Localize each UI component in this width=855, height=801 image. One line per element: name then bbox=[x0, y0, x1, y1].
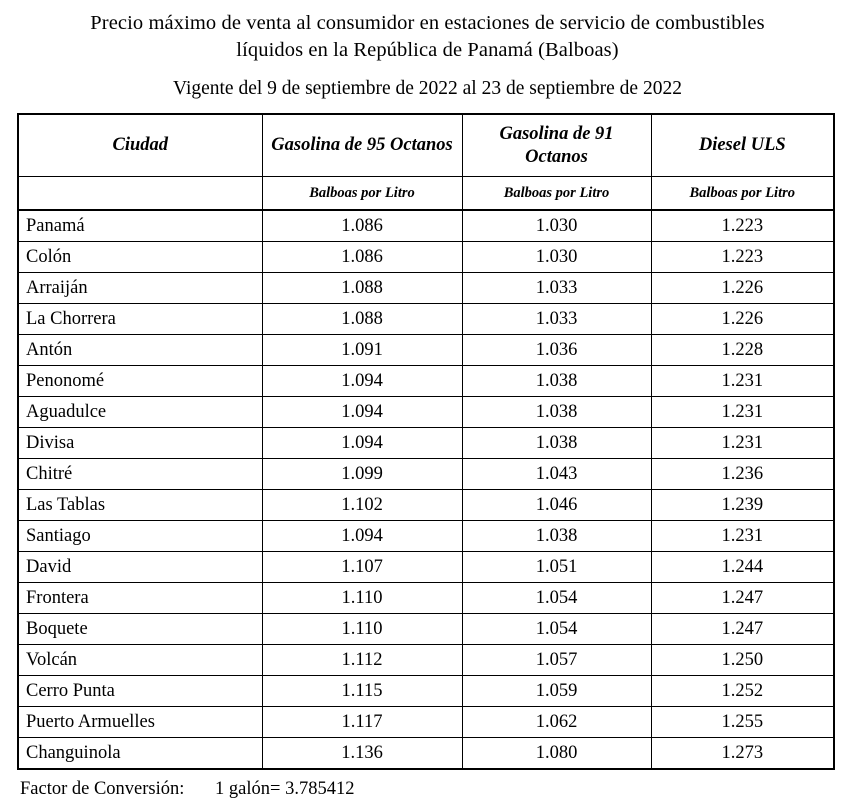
cell-g95: 1.107 bbox=[262, 552, 462, 583]
cell-g91: 1.057 bbox=[462, 645, 651, 676]
cell-g91: 1.046 bbox=[462, 490, 651, 521]
fuel-price-table bbox=[17, 113, 835, 770]
document-header bbox=[0, 0, 855, 101]
cell-g95: 1.102 bbox=[262, 490, 462, 521]
cell-diesel: 1.244 bbox=[651, 552, 834, 583]
cell-diesel: 1.250 bbox=[651, 645, 834, 676]
unit-header-g95: Balboas por Litro bbox=[262, 177, 462, 211]
column-header-g91: Gasolina de 91 Octanos bbox=[462, 114, 651, 177]
table-header-row bbox=[18, 114, 834, 177]
table-header bbox=[18, 114, 834, 210]
cell-g95: 1.136 bbox=[262, 738, 462, 770]
cell-diesel: 1.226 bbox=[651, 304, 834, 335]
cell-city: Changuinola bbox=[18, 738, 262, 770]
cell-city: Divisa bbox=[18, 428, 262, 459]
cell-g91: 1.030 bbox=[462, 242, 651, 273]
table-row bbox=[18, 521, 834, 552]
cell-diesel: 1.231 bbox=[651, 521, 834, 552]
cell-g95: 1.088 bbox=[262, 273, 462, 304]
cell-city: La Chorrera bbox=[18, 304, 262, 335]
cell-diesel: 1.231 bbox=[651, 428, 834, 459]
cell-city: Las Tablas bbox=[18, 490, 262, 521]
cell-diesel: 1.223 bbox=[651, 242, 834, 273]
table-row bbox=[18, 397, 834, 428]
cell-g95: 1.086 bbox=[262, 242, 462, 273]
cell-g91: 1.043 bbox=[462, 459, 651, 490]
column-header-diesel: Diesel ULS bbox=[651, 114, 834, 177]
cell-diesel: 1.252 bbox=[651, 676, 834, 707]
table-row bbox=[18, 676, 834, 707]
cell-city: Aguadulce bbox=[18, 397, 262, 428]
table-row bbox=[18, 335, 834, 366]
cell-g91: 1.038 bbox=[462, 521, 651, 552]
cell-g91: 1.033 bbox=[462, 304, 651, 335]
table-row bbox=[18, 738, 834, 770]
cell-g95: 1.115 bbox=[262, 676, 462, 707]
cell-city: Colón bbox=[18, 242, 262, 273]
cell-g91: 1.038 bbox=[462, 397, 651, 428]
cell-diesel: 1.273 bbox=[651, 738, 834, 770]
cell-diesel: 1.228 bbox=[651, 335, 834, 366]
cell-g91: 1.036 bbox=[462, 335, 651, 366]
cell-diesel: 1.239 bbox=[651, 490, 834, 521]
cell-city: Panamá bbox=[18, 210, 262, 242]
cell-city: Antón bbox=[18, 335, 262, 366]
cell-g95: 1.094 bbox=[262, 397, 462, 428]
table-row bbox=[18, 210, 834, 242]
cell-g95: 1.091 bbox=[262, 335, 462, 366]
conversion-factor-label: Factor de Conversión: bbox=[20, 779, 185, 799]
unit-header-diesel: Balboas por Litro bbox=[651, 177, 834, 211]
table-row bbox=[18, 490, 834, 521]
unit-header-g91: Balboas por Litro bbox=[462, 177, 651, 211]
cell-city: Santiago bbox=[18, 521, 262, 552]
cell-g91: 1.033 bbox=[462, 273, 651, 304]
cell-g91: 1.062 bbox=[462, 707, 651, 738]
cell-g91: 1.038 bbox=[462, 428, 651, 459]
table-row bbox=[18, 273, 834, 304]
column-header-city: Ciudad bbox=[18, 114, 262, 177]
cell-g91: 1.051 bbox=[462, 552, 651, 583]
cell-g91: 1.080 bbox=[462, 738, 651, 770]
column-header-g95: Gasolina de 95 Octanos bbox=[262, 114, 462, 177]
cell-city: Frontera bbox=[18, 583, 262, 614]
table-row bbox=[18, 459, 834, 490]
cell-city: Chitré bbox=[18, 459, 262, 490]
table-row bbox=[18, 428, 834, 459]
cell-g95: 1.094 bbox=[262, 366, 462, 397]
validity-period-subtitle: Vigente del 9 de septiembre de 2022 al 23 de septiembre de 2022 bbox=[173, 78, 682, 99]
table-row bbox=[18, 366, 834, 397]
cell-city: Penonomé bbox=[18, 366, 262, 397]
unit-header-city bbox=[18, 177, 262, 211]
table-row bbox=[18, 242, 834, 273]
table-body bbox=[18, 210, 834, 769]
cell-g91: 1.054 bbox=[462, 614, 651, 645]
conversion-factor-note bbox=[20, 777, 855, 801]
cell-g91: 1.030 bbox=[462, 210, 651, 242]
table-row bbox=[18, 304, 834, 335]
cell-city: Cerro Punta bbox=[18, 676, 262, 707]
cell-g91: 1.038 bbox=[462, 366, 651, 397]
cell-g95: 1.117 bbox=[262, 707, 462, 738]
cell-city: David bbox=[18, 552, 262, 583]
cell-diesel: 1.236 bbox=[651, 459, 834, 490]
cell-diesel: 1.223 bbox=[651, 210, 834, 242]
cell-diesel: 1.226 bbox=[651, 273, 834, 304]
cell-diesel: 1.247 bbox=[651, 614, 834, 645]
conversion-factor-value: 1 galón= 3.785412 bbox=[215, 779, 355, 799]
page-title-line-1: Precio máximo de venta al consumidor en estaciones de servicio de combustibles bbox=[90, 12, 765, 34]
cell-g91: 1.059 bbox=[462, 676, 651, 707]
cell-diesel: 1.255 bbox=[651, 707, 834, 738]
table-unit-row bbox=[18, 177, 834, 211]
table-row bbox=[18, 614, 834, 645]
cell-diesel: 1.231 bbox=[651, 366, 834, 397]
cell-g95: 1.110 bbox=[262, 583, 462, 614]
table-row bbox=[18, 583, 834, 614]
cell-diesel: 1.231 bbox=[651, 397, 834, 428]
cell-city: Puerto Armuelles bbox=[18, 707, 262, 738]
page-title-line-2: líquidos en la República de Panamá (Balboas) bbox=[236, 39, 619, 61]
cell-g95: 1.094 bbox=[262, 428, 462, 459]
cell-city: Arraiján bbox=[18, 273, 262, 304]
cell-g95: 1.094 bbox=[262, 521, 462, 552]
cell-diesel: 1.247 bbox=[651, 583, 834, 614]
table-row bbox=[18, 645, 834, 676]
cell-city: Boquete bbox=[18, 614, 262, 645]
table-row bbox=[18, 552, 834, 583]
cell-g95: 1.112 bbox=[262, 645, 462, 676]
price-table-container bbox=[17, 113, 833, 770]
cell-city: Volcán bbox=[18, 645, 262, 676]
cell-g95: 1.110 bbox=[262, 614, 462, 645]
table-row bbox=[18, 707, 834, 738]
cell-g95: 1.099 bbox=[262, 459, 462, 490]
cell-g91: 1.054 bbox=[462, 583, 651, 614]
cell-g95: 1.086 bbox=[262, 210, 462, 242]
cell-g95: 1.088 bbox=[262, 304, 462, 335]
